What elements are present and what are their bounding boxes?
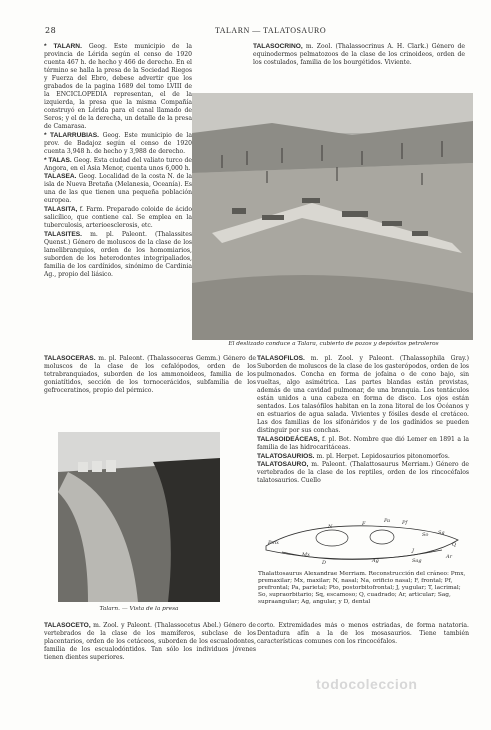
dictionary-entry: [44, 173, 192, 205]
entry-term: TALASEA.: [44, 173, 77, 181]
entry-term: TALASOIDEÁCEAS,: [257, 435, 320, 443]
entry-term: TALASOCERAS.: [44, 355, 96, 362]
skull-figure: [262, 516, 464, 570]
dictionary-entry: [257, 622, 469, 646]
entry-text: m. Zool. y Paleont. (Thalassocetus Abel.) Género de vertebrados de la clase de los mamíferos, subclase de los placentarios, orden de los cetáceos, suborden de los escualodontes, familia de los escualodóntidos. Tan sólo los individuos jóvenes tienen dientes superiores.: [44, 622, 256, 662]
dictionary-entry: [257, 436, 469, 452]
oilfield-illustration: [192, 93, 473, 340]
entry-text: f. pl. Bot. Nombre que dió Lemer en 1891 a la familia de las hidrocaritáceas.: [257, 435, 469, 452]
dictionary-entry: [44, 132, 192, 156]
skull-label: Pa: [384, 518, 391, 524]
dam-illustration: [58, 432, 220, 602]
skull-label: So: [422, 532, 429, 538]
skull-label: Pf: [402, 520, 408, 526]
dictionary-entry: [44, 43, 192, 132]
entry-text: m. pl. Zool. y Paleont. (Thalassophila Gray.) Suborden de moluscos de la clase de los gasterópodos, orden de los pulmonados. Concha en forma de jofaina o de cono bajo, sin vueltas, algo asimétrica. Las partes blandas están provistas, además de una cavidad pulmonar, de una branquia. Los tentáculos están unidos a una cabeza en forma de disco. Los ojos están sentados. Los talasófilos habitan en la zona litoral de los Océanos y en estuarios de agua salada. Vivientes y fósiles desde el cretáceo. Las dos familias de los sifonáridos y de los gadínidos se pueden distinguir por sus conchas.: [257, 355, 469, 435]
entry-term: TALASITA,: [44, 205, 78, 213]
skull-label: F: [362, 521, 366, 527]
skull-label: Sag: [412, 558, 422, 564]
entry-text: corto. Extremidades más o menos estriadas, de forma natatoria. Dentadura afín a la de los mosasaurios. Tiene también características comunes con los rincocéfalos.: [257, 622, 469, 646]
dam-photo: [58, 432, 220, 602]
entry-term: * TALARRUBIAS.: [44, 132, 99, 140]
bottom-left-entries: [44, 622, 256, 672]
entry-term: * TALARN.: [44, 43, 82, 50]
entry-text: m. Zool. (Thalassocrinus A. H. Clark.) Género de equinodermos pelmatozoos de la clase de los crinoideos, orden de los costulados, familia de los bourgétidos. Viviente.: [253, 43, 465, 67]
running-title: TALARN — TALATOSAURO: [215, 26, 327, 35]
dictionary-entry: [44, 206, 192, 230]
entry-text: Geog. Este municipio de la prov. de Badajoz según el censo de 1920 cuenta 3,948 h. de hecho y 3,988 de derecho.: [44, 132, 192, 156]
entry-term: TALASITES.: [44, 230, 82, 238]
dictionary-entry: [44, 622, 256, 662]
oilfield-photo: [192, 93, 473, 340]
right-bottom-entries: [257, 355, 469, 515]
entry-text: f. Farm. Preparado coloide de ácido salicílico, que contiene cal. Se emplea en la tuberculosis, arterioesclerosis, etc.: [44, 205, 192, 230]
skull-label: Q: [452, 542, 457, 548]
entry-text: m. pl. Paleont. (Thalassoceras Gemm.) Género de moluscos de la clase de los cefalópodos, orden de los tetrabranquiados, suborden de los ammonoideos, familia de los goniatítidos, sección de los tornocerácidos, subfamilia de los gefroceratinos, propio del pérmico.: [44, 355, 256, 395]
entry-term: TALATOSAURIOS.: [257, 452, 315, 460]
skull-label: Ag: [372, 558, 379, 564]
entry-term: TALASOCETO,: [44, 622, 91, 629]
skull-label: J: [412, 548, 415, 554]
skull-label: Mx: [302, 552, 310, 558]
dam-caption: Talarn. — Vista de la presa: [99, 606, 179, 612]
skull-label: Ar: [446, 554, 453, 560]
dictionary-entry: [257, 461, 469, 485]
entry-term: * TALAS.: [44, 156, 72, 164]
entry-term: TALATOSAURO,: [257, 461, 309, 469]
skull-label: Pmx: [268, 540, 279, 546]
left-column-entries: [44, 43, 192, 298]
oilfield-caption: El deslizado conduce a Talara, cubierto de pozos y depósitos petroleros: [228, 341, 439, 347]
bottom-right-entries: [257, 622, 469, 672]
dictionary-entry: [44, 231, 192, 279]
entry-text: Geog. Este municipio de la provincia de Lérida según el censo de 1920 cuenta 467 h. de hecho y 466 de derecho. En el término se halla la presa de la Sociedad Riegos y Fuerza del Ebro, debese advertir que los grabados de la pagina 1689 del tomo LVIII de la ENCICLOPEDIA representan, el de la izquierda, la presa que la misma Compañía construyó en Lérida para el canal llamado de Seros; y el de la derecha, un detalle de la presa de Camarasa.: [44, 43, 192, 131]
right-top-entries: [253, 43, 465, 91]
entry-text: Geog. Localidad de la costa N. de la isla de Nueva Bretaña (Melanesia, Oceanía). Es una de las que tienen una pequeña población europea.: [44, 173, 192, 205]
entry-term: TALASOCRINO,: [253, 43, 303, 50]
dictionary-entry: [257, 355, 469, 435]
watermark-logo: todocoleccion: [316, 676, 418, 692]
dictionary-entry: [44, 355, 256, 395]
entry-text: Geog. Esta ciudad del valiato turco de Angora, en el Asia Menor, cuenta unos 6,000 h.: [44, 156, 192, 172]
entry-term: TALASÓFILOS.: [257, 355, 305, 362]
dictionary-entry: [253, 43, 465, 67]
skull-caption: Thalattosaurus Alexandrae Merriam. Reconstrucción del cráneo: Pmx, premaxilar; Mx, maxilar; N, nasal; Na, orificio nasal; F, frontal; Pf, prefrontal; Pa, parietal; Pto, postorbitofrontal; J, yugular; T, lacrimal; So, supraorbitario; Sq, escamoso; Q, cuadrado; Ar, articular; Sag, supraangular; Ag, angular, y D, dental: [258, 571, 466, 605]
entry-text: m. Paleont. (Thalattosaurus Merriam.) Género de vertebrados de la clase de los reptiles, orden de los rincocéfalos talatosaurios. Cuello: [257, 461, 469, 485]
skull-label: D: [322, 560, 327, 566]
entry-text: m. pl. Paleont. (Thalassites Quenst.) Género de moluscos de la clase de los lamelibranquios, orden de los homomiarios, suborden de los heterodontes integripaliados, familia de los cardínidos, sinónimo de Cardinia Ag., propio del liásico.: [44, 230, 192, 278]
entry-text: m. pl. Herpet. Lepidosaurios pitonomorfos.: [314, 452, 450, 460]
skull-label: Sq: [438, 530, 445, 536]
dictionary-entry: [257, 453, 469, 461]
skull-label: N: [328, 524, 333, 530]
dictionary-entry: [44, 157, 192, 173]
page-number: 28: [45, 26, 57, 35]
left-bottom-entries: [44, 355, 256, 411]
page-header: [45, 26, 465, 38]
